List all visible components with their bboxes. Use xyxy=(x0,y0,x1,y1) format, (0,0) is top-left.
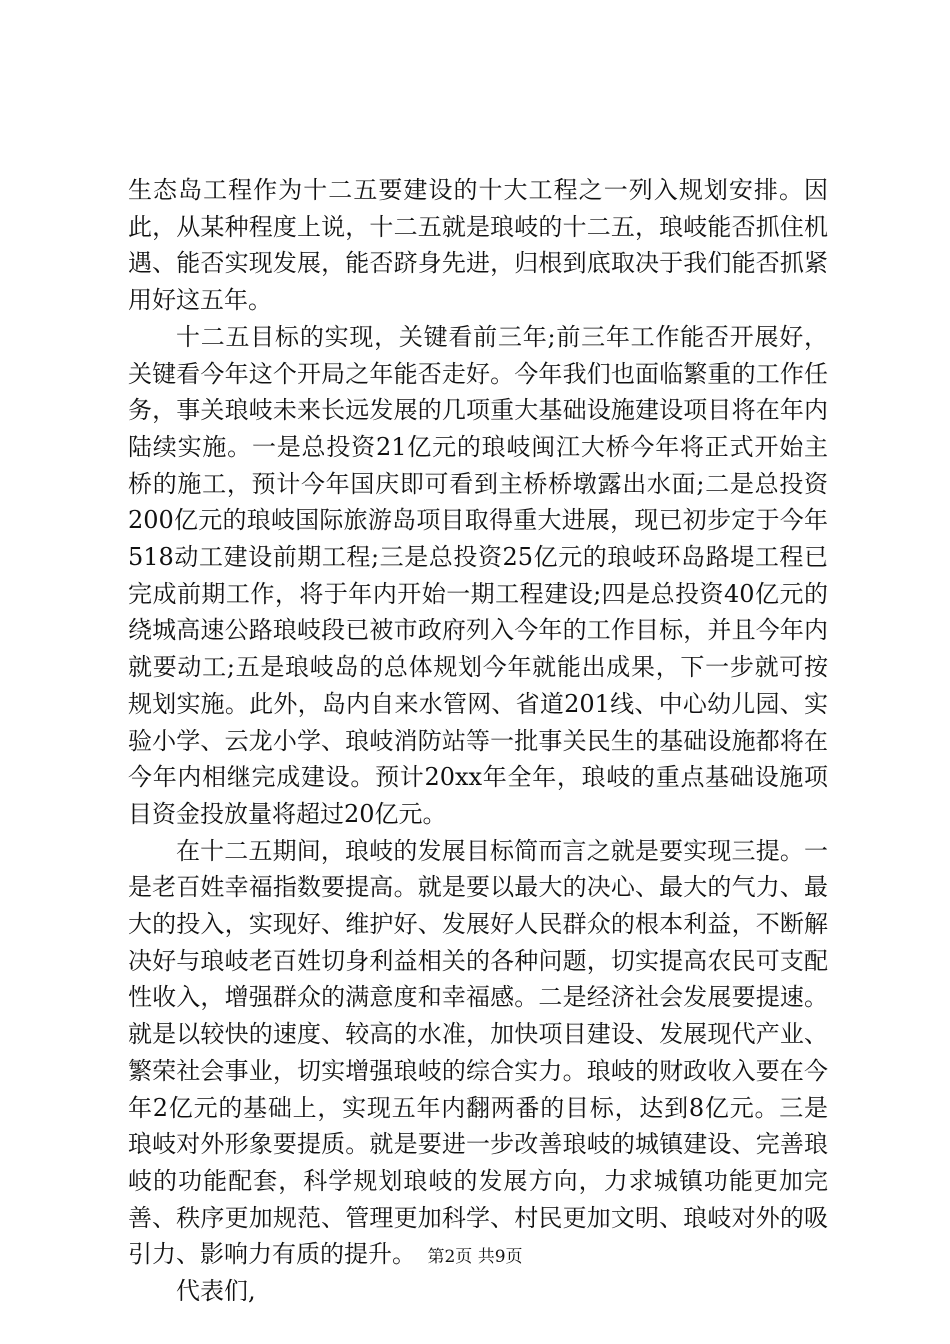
paragraph-3: 在十二五期间，琅岐的发展目标简而言之就是要实现三提。一是老百姓幸福指数要提高。就是要以最大的决心、最大的气力、最大的投入，实现好、维护好、发展好人民群众的根本利益，不断解决好与琅岐老百姓切身利益相关的各种问题，切实提高农民可支配性收入，增强群众的满意度和幸福感。二是经济社会发展要提速。就是以较快的速度、较高的水准，加快项目建设、发展现代产业、繁荣社会事业，切实增强琅岐的综合实力。琅岐的财政收入要在今年2亿元的基础上，实现五年内翻两番的目标，达到8亿元。三是琅岐对外形象要提质。就是要进一步改善琅岐的城镇建设、完善琅岐的功能配套，科学规划琅岐的发展方向，力求城镇功能更加完善、秩序更加规范、管理更加科学、村民更加文明、琅岐对外的吸引力、影响力有质的提升。 xyxy=(128,836,828,1269)
paragraph-1: 生态岛工程作为十二五要建设的十大工程之一列入规划安排。因此，从某种程度上说，十二五就是琅岐的十二五，琅岐能否抓住机遇、能否实现发展，能否跻身先进，归根到底取决于我们能否抓紧用好这五年。 xyxy=(128,176,828,315)
page-footer: 第2页 共9页 xyxy=(427,1247,523,1267)
document-body xyxy=(128,172,828,1310)
paragraph-2: 十二五目标的实现，关键看前三年;前三年工作能否开展好，关键看今年这个开局之年能否走好。今年我们也面临繁重的工作任务，事关琅岐未来长远发展的几项重大基础设施建设项目将在年内陆续实施。一是总投资21亿元的琅岐闽江大桥今年将正式开始主桥的施工，预计今年国庆即可看到主桥桥墩露出水面;二是总投资200亿元的琅岐国际旅游岛项目取得重大进展，现已初步定于今年518动工建设前期工程;三是总投资25亿元的琅岐环岛路堤工程已完成前期工作，将于年内开始一期工程建设;四是总投资40亿元的绕城高速公路琅岐段已被市政府列入今年的工作目标，并且今年内就要动工;五是琅岐岛的总体规划今年就能出成果，下一步就可按规划实施。此外，岛内自来水管网、省道201线、中心幼儿园、实验小学、云龙小学、琅岐消防站等一批事关民生的基础设施都将在今年内相继完成建设。预计20xx年全年，琅岐的重点基础设施项目资金投放量将超过20亿元。 xyxy=(128,322,828,828)
paragraph-4: 代表们, xyxy=(176,1277,256,1306)
